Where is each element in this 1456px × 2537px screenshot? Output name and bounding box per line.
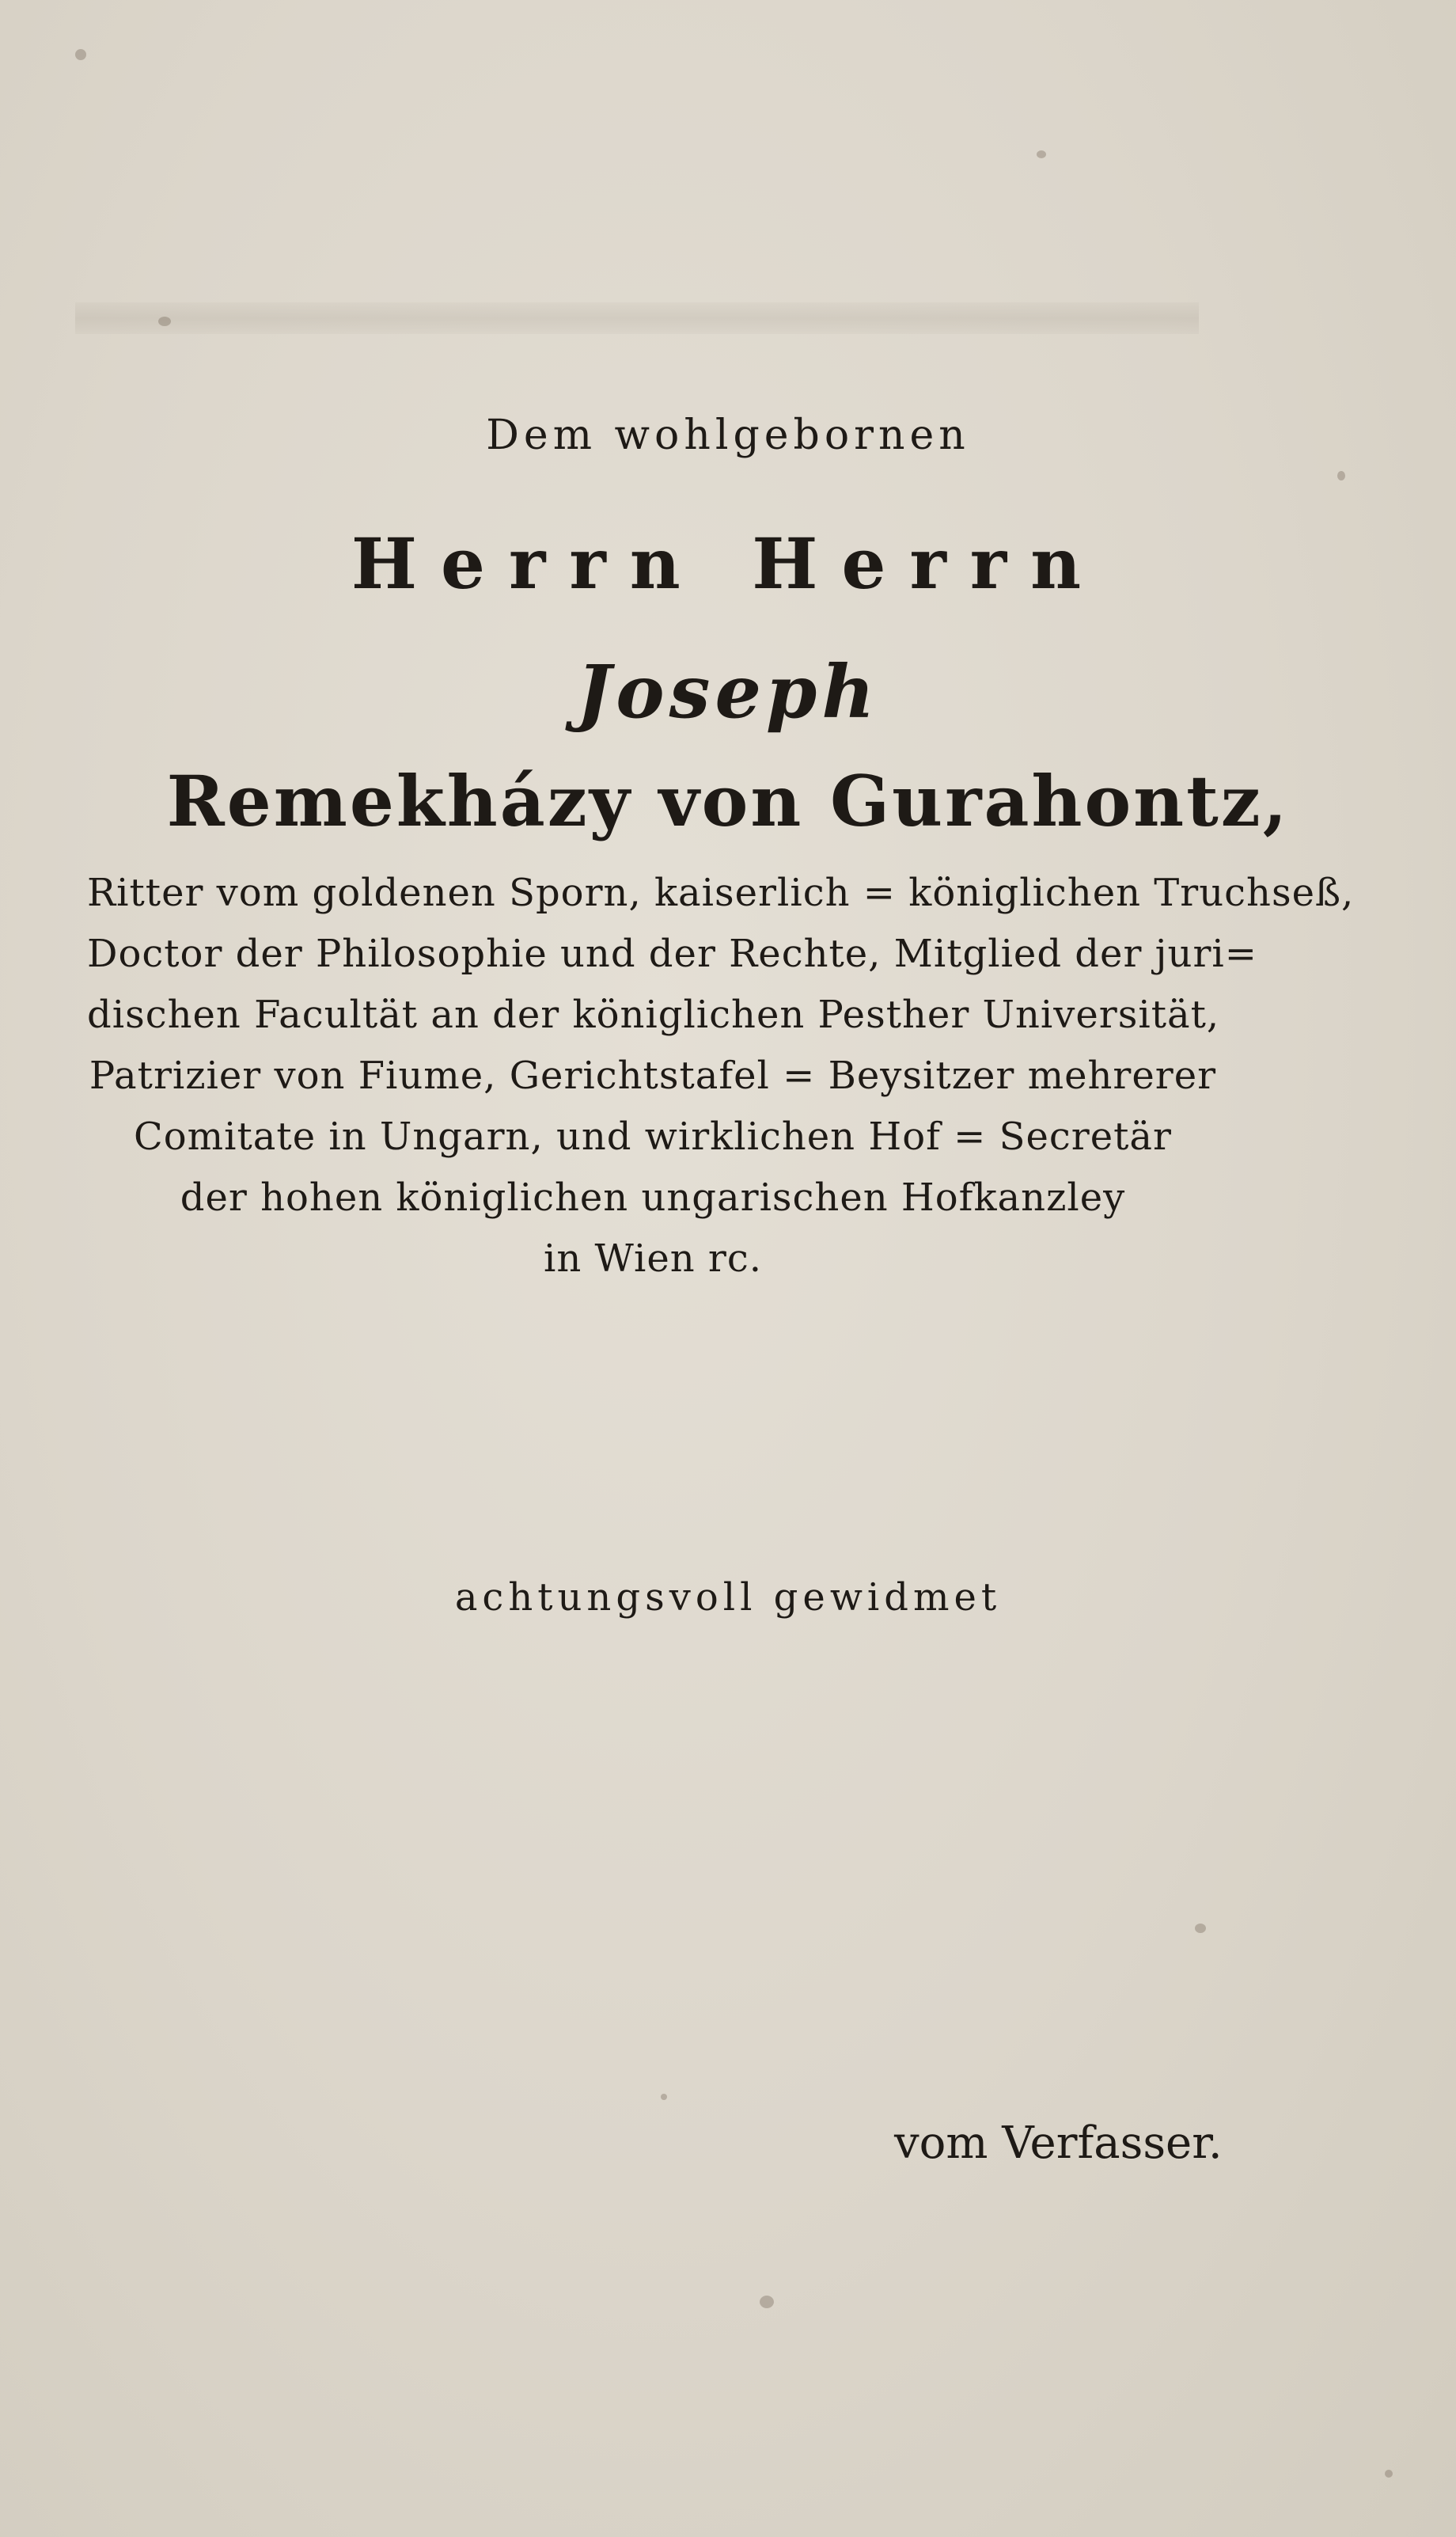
- paper-speck: [1037, 150, 1046, 158]
- given-name: Joseph: [576, 649, 880, 735]
- paper-speck: [1337, 471, 1345, 480]
- titles-block: [87, 863, 1355, 1289]
- title-line: Patrizier von Fiume, Gerichtstafel = Beysitzer mehrerer: [89, 1054, 1217, 1098]
- title-line: Doctor der Philosophie und der Rechte, Mitglied der juri=: [87, 932, 1257, 976]
- paper-speck: [158, 317, 171, 326]
- dedicated-line: achtungsvoll gewidmet: [454, 1575, 1002, 1620]
- author-line: vom Verfasser.: [894, 2117, 1223, 2169]
- dedication-line: Dem wohlgebornen: [486, 412, 970, 459]
- title-line: dischen Facultät an der königlichen Pesther Universität,: [87, 993, 1220, 1037]
- title-line: in Wien rc.: [543, 1236, 763, 1281]
- paper-speck: [75, 49, 86, 60]
- paper-speck: [1195, 1924, 1206, 1933]
- title-line: Ritter vom goldenen Sporn, kaiserlich = königlichen Truchseß,: [87, 871, 1355, 915]
- paper-speck: [1385, 2470, 1393, 2478]
- bleed-through-band: [75, 302, 1199, 334]
- title-line: der hohen königlichen ungarischen Hofkanzley: [180, 1175, 1126, 1220]
- paper-speck: [661, 2094, 667, 2100]
- honorific-heading: Herrn Herrn: [351, 522, 1105, 605]
- paper-speck: [760, 2296, 774, 2308]
- title-line: Comitate in Ungarn, und wirklichen Hof = Secretär: [134, 1115, 1172, 1159]
- full-name: Remekházy von Gurahontz,: [166, 760, 1290, 842]
